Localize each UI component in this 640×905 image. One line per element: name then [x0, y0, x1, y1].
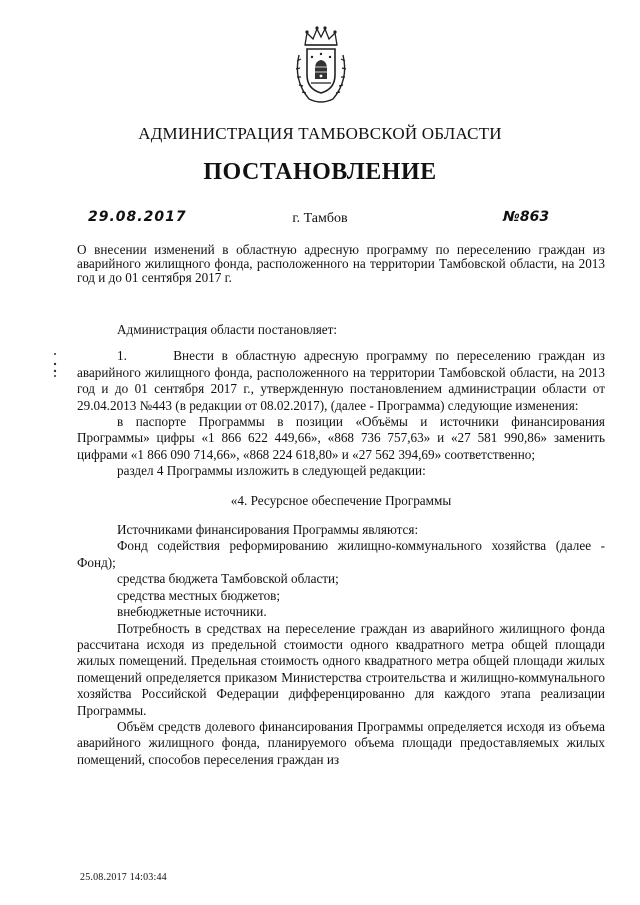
margin-mark-icon — [51, 350, 59, 380]
paragraph-item-1: 1. Внести в областную адресную программу по переселению граждан из аварийного жилищного фонда, расположенного на территории Тамбовской области, на 2013 год и до 01 сентября 2017 г., утвержденную постановлением администрации области от 29.04.2013 №443 (в редакции от 08.02.2017), (далее - Программа) следующие изменения: — [77, 348, 605, 413]
section-heading: «4. Ресурсное обеспечение Программы — [230, 492, 452, 508]
paragraph-funding-sources: Источниками финансирования Программы являются: — [117, 522, 419, 538]
document-subject: О внесении изменений в областную адресную программу по переселению граждан из аварийного жилищного фонда, расположенного на территории Тамбовской области, на 2013 год и до 01 сентября 2017 г. — [77, 242, 605, 285]
list-item-fund: Фонд содействия реформированию жилищно-коммунального хозяйства (далее - Фонд); — [77, 538, 605, 570]
document-city: г. Тамбов — [292, 211, 348, 226]
list-item-extrabudgetary: внебюджетные источники. — [117, 604, 267, 620]
document-type-title: ПОСТАНОВЛЕНИЕ — [203, 159, 437, 185]
document-body — [77, 322, 605, 768]
paragraph-funding-need: Потребность в средствах на переселение граждан из аварийного жилищного фонда рассчитана исходя из предельной стоимости одного квадратного метра общей площади жилых помещений. Предельная стоимость одного квадратного метра общей площади жилых помещений определяется приказом Министерства строительства и жилищно-коммунального хозяйства Российской Федерации дифференцированно для каждого этапа реализации Программы. — [77, 620, 605, 718]
tambov-coat-of-arms-icon — [291, 25, 351, 107]
print-timestamp: 25.08.2017 14:03:44 — [80, 872, 167, 883]
list-item-local-budgets: средства местных бюджетов; — [117, 587, 281, 603]
paragraph-resolution-intro: Администрация области постановляет: — [117, 322, 338, 337]
document-date: 29.08.2017 — [88, 209, 187, 225]
document-number: №863 — [503, 209, 550, 225]
list-item-regional-budget: средства бюджета Тамбовской области; — [117, 571, 339, 587]
paragraph-passport-change: в паспорте Программы в позиции «Объёмы и источники финансирования Программы» цифры «1 866 622 449,66», «868 736 757,63» и «27 581 990,86» заменить цифрами «1 866 090 714,66», «868 224 618,80» и «27 562 394,69» соответственно; — [77, 414, 605, 462]
paragraph-cofinancing: Объём средств долевого финансирования Программы определяется исходя из объема аварийного жилищного фонда, планируемого объема площади предоставляемых жилых помещений, способов переселения граждан из — [77, 718, 605, 767]
org-title: АДМИНИСТРАЦИЯ ТАМБОВСКОЙ ОБЛАСТИ — [138, 124, 502, 143]
paragraph-section-4-intro: раздел 4 Программы изложить в следующей редакции: — [117, 463, 426, 479]
